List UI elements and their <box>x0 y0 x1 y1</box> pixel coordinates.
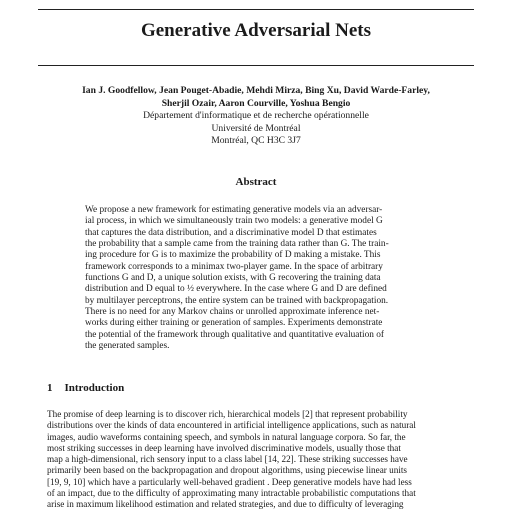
body-line: map a high-dimensional, rich sensory input to a class label [14, 22]. These striking successes have <box>47 454 408 465</box>
abstract-line: We propose a new framework for estimating generative models via an adversar- <box>85 205 383 215</box>
abstract-line: ing procedure for G is to maximize the probability of D making a mistake. This <box>85 250 381 261</box>
abstract-line: the potential of the framework through qualitative and quantitative evaluation of <box>85 329 384 340</box>
abstract-line: framework corresponds to a minimax two-player game. In the space of arbitrary <box>85 261 383 272</box>
abstract-line: by multilayer perceptrons, the entire system can be trained with backpropagation. <box>85 295 389 306</box>
paper-title: Generative Adversarial Nets <box>140 20 372 41</box>
body-line: arise in maximum likelihood estimation and related strategies, and due to difficulty of leveraging <box>47 499 404 510</box>
affiliation-line-1: Département d'informatique et de recherche opérationnelle <box>143 110 369 121</box>
affiliation-line-3: Montréal, QC H3C 3J7 <box>211 135 301 146</box>
abstract-line: ial process, in which we simultaneously train two models: a generative model G <box>85 216 383 227</box>
abstract-line: There is no need for any Markov chains or unrolled approximate inference net- <box>85 307 380 318</box>
body-line: of an impact, due to the difficulty of approximating many intractable probabilistic computations that <box>47 488 416 499</box>
section-heading-introduction <box>47 382 124 394</box>
abstract-heading: Abstract <box>235 176 277 188</box>
body-line: [19, 9, 10] which have a particularly well-behaved gradient . Deep generative models have had less <box>47 476 412 487</box>
section-number: 1 <box>47 382 53 394</box>
body-line: distributions over the kinds of data encountered in artificial intelligence applications, such as natural <box>47 420 416 431</box>
author-names-line-1: Ian J. Goodfellow, Jean Pouget-Abadie, Mehdi Mirza, Bing Xu, David Warde-Farley, <box>82 85 430 96</box>
abstract-line: functions G and D, a unique solution exists, with G recovering the training data <box>85 273 381 284</box>
abstract-line: works during either training or generation of samples. Experiments demonstrate <box>85 318 383 329</box>
abstract-line: the probability that a sample came from the training data rather than G. The train- <box>85 239 389 250</box>
body-line: images, audio waveforms containing speech, and symbols in natural language corpora. So far, the <box>47 431 406 442</box>
author-block <box>30 85 482 148</box>
title-bottom-rule <box>38 65 474 66</box>
introduction-body <box>47 409 465 511</box>
abstract-line: that captures the data distribution, and a discriminative model D that estimates <box>85 227 377 238</box>
abstract-body <box>85 205 429 352</box>
section-title: Introduction <box>64 382 125 394</box>
abstract-line: distribution and D equal to ½ everywhere. In the case where G and D are defined <box>85 284 387 295</box>
body-line: most striking successes in deep learning have involved discriminative models, usually those that <box>47 442 401 453</box>
author-names-line-2: Sherjil Ozair, Aaron Courville, Yoshua Bengio <box>161 97 351 109</box>
abstract-line: the generated samples. <box>85 341 170 352</box>
body-line: primarily been based on the backpropagation and dropout algorithms, using piecewise linear units <box>47 465 408 476</box>
body-line: The promise of deep learning is to discover rich, hierarchical models [2] that represent probability <box>47 409 408 419</box>
title-top-rule <box>38 9 474 10</box>
affiliation-line-2: Université de Montréal <box>211 122 301 134</box>
